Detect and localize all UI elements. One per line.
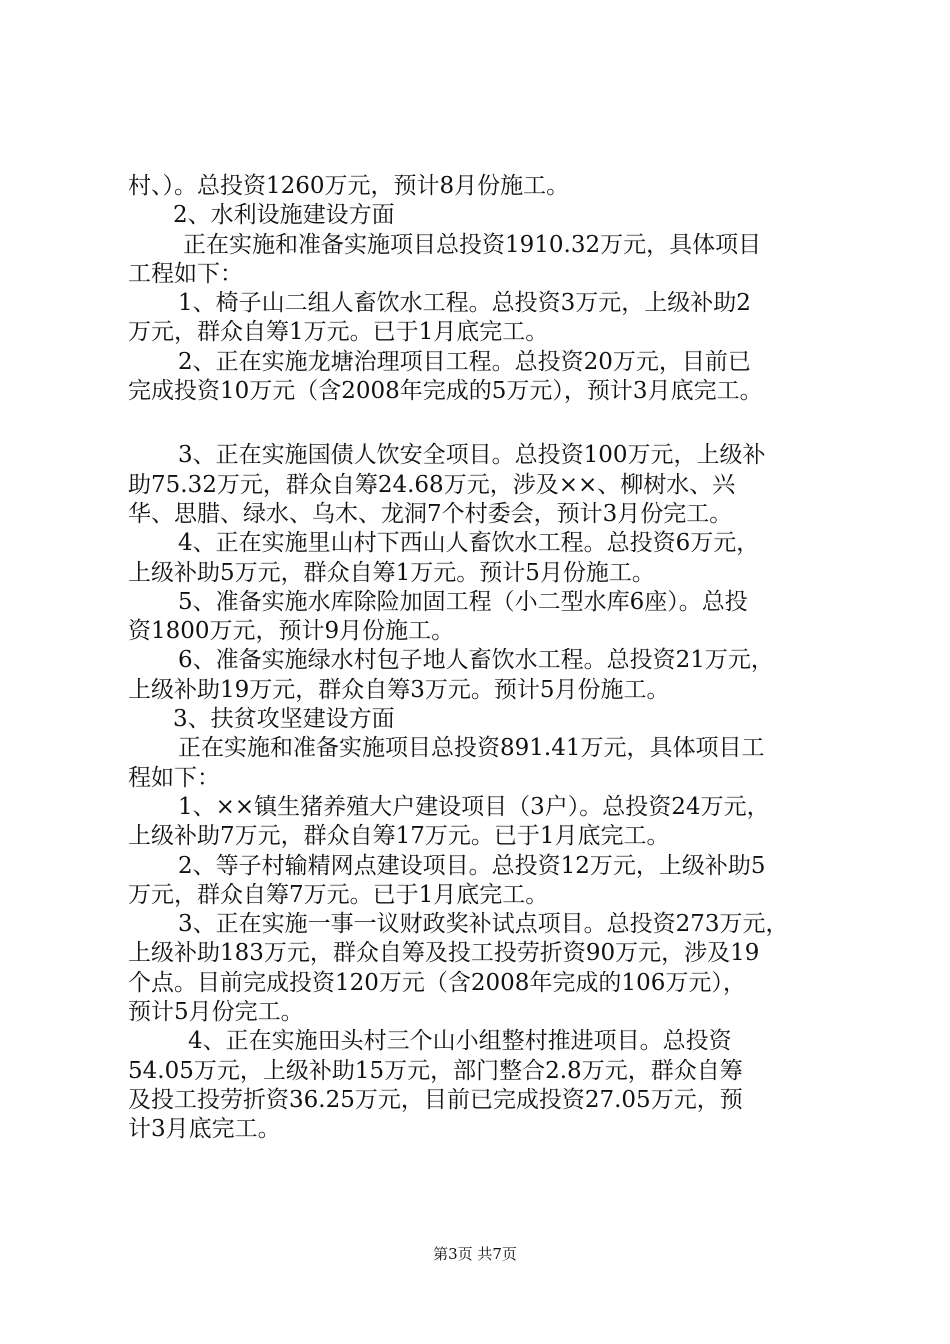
text-line: 2、水利设施建设方面 — [173, 202, 395, 229]
text-line: 2、等子村输精网点建设项目。总投资12万元，上级补助5 — [178, 852, 766, 879]
text-line: 54.05万元，上级补助15万元，部门整合2.8万元，群众自筹 — [128, 1057, 743, 1084]
text-line: 2、正在实施龙塘治理项目工程。总投资20万元，目前已 — [178, 348, 751, 375]
text-line: 4、正在实施田头村三个山小组整村推进项目。总投资 — [188, 1028, 732, 1055]
text-line: 1、××镇生猪养殖大户建设项目（3户）。总投资24万元， — [178, 793, 770, 820]
text-line: 助75.32万元，群众自筹24.68万元，涉及××、柳树水、兴 — [128, 471, 736, 498]
text-line: 6、准备实施绿水村包子地人畜饮水工程。总投资21万元， — [178, 647, 774, 674]
text-line: 计3月底完工。 — [128, 1116, 281, 1143]
blank-line — [128, 406, 840, 441]
text-line: 程如下： — [128, 764, 220, 791]
text-line: 上级补助183万元，群众自筹及投工投劳折资90万元，涉及19 — [128, 940, 760, 967]
text-line: 万元，群众自筹7万元。已于1月底完工。 — [128, 881, 549, 908]
text-line: 完成投资10万元（含2008年完成的5万元），预计3月底完工。 — [128, 378, 763, 405]
document-body — [128, 172, 840, 1145]
text-line: 资1800万元，预计9月份施工。 — [128, 618, 455, 645]
text-line: 上级补助5万元，群众自筹1万元。预计5月份施工。 — [128, 559, 655, 586]
text-line: 工程如下： — [128, 260, 243, 287]
text-line: 预计5月份完工。 — [128, 999, 304, 1026]
text-line: 3、正在实施一事一议财政奖补试点项目。总投资273万元， — [178, 911, 789, 938]
text-line: 正在实施和准备实施项目总投资891.41万元，具体项目工 — [178, 735, 765, 762]
text-line: 5、准备实施水库除险加固工程（小二型水库6座）。总投 — [178, 588, 748, 615]
text-line: 村、）。总投资1260万元，预计8月份施工。 — [128, 173, 570, 199]
text-line: 3、扶贫攻坚建设方面 — [173, 706, 395, 733]
text-line: 及投工投劳折资36.25万元，目前已完成投资27.05万元，预 — [128, 1086, 743, 1113]
text-line: 华、思腊、绿水、乌木、龙洞7个村委会，预计3月份完工。 — [128, 500, 733, 527]
text-line: 4、正在实施里山村下西山人畜饮水工程。总投资6万元， — [178, 530, 760, 557]
text-line: 万元，群众自筹1万元。已于1月底完工。 — [128, 319, 549, 346]
text-line: 正在实施和准备实施项目总投资1910.32万元，具体项目 — [183, 231, 762, 258]
text-line: 上级补助19万元，群众自筹3万元。预计5月份施工。 — [128, 676, 670, 703]
text-line: 3、正在实施国债人饮安全项目。总投资100万元，上级补 — [178, 442, 766, 469]
text-line: 上级补助7万元，群众自筹17万元。已于1月底完工。 — [128, 823, 670, 850]
page-footer: 第3页 共7页 — [433, 1245, 517, 1263]
text-line: 1、椅子山二组人畜饮水工程。总投资3万元，上级补助2 — [178, 290, 751, 317]
text-line: 个点。目前完成投资120万元（含2008年完成的106万元）， — [128, 969, 746, 996]
